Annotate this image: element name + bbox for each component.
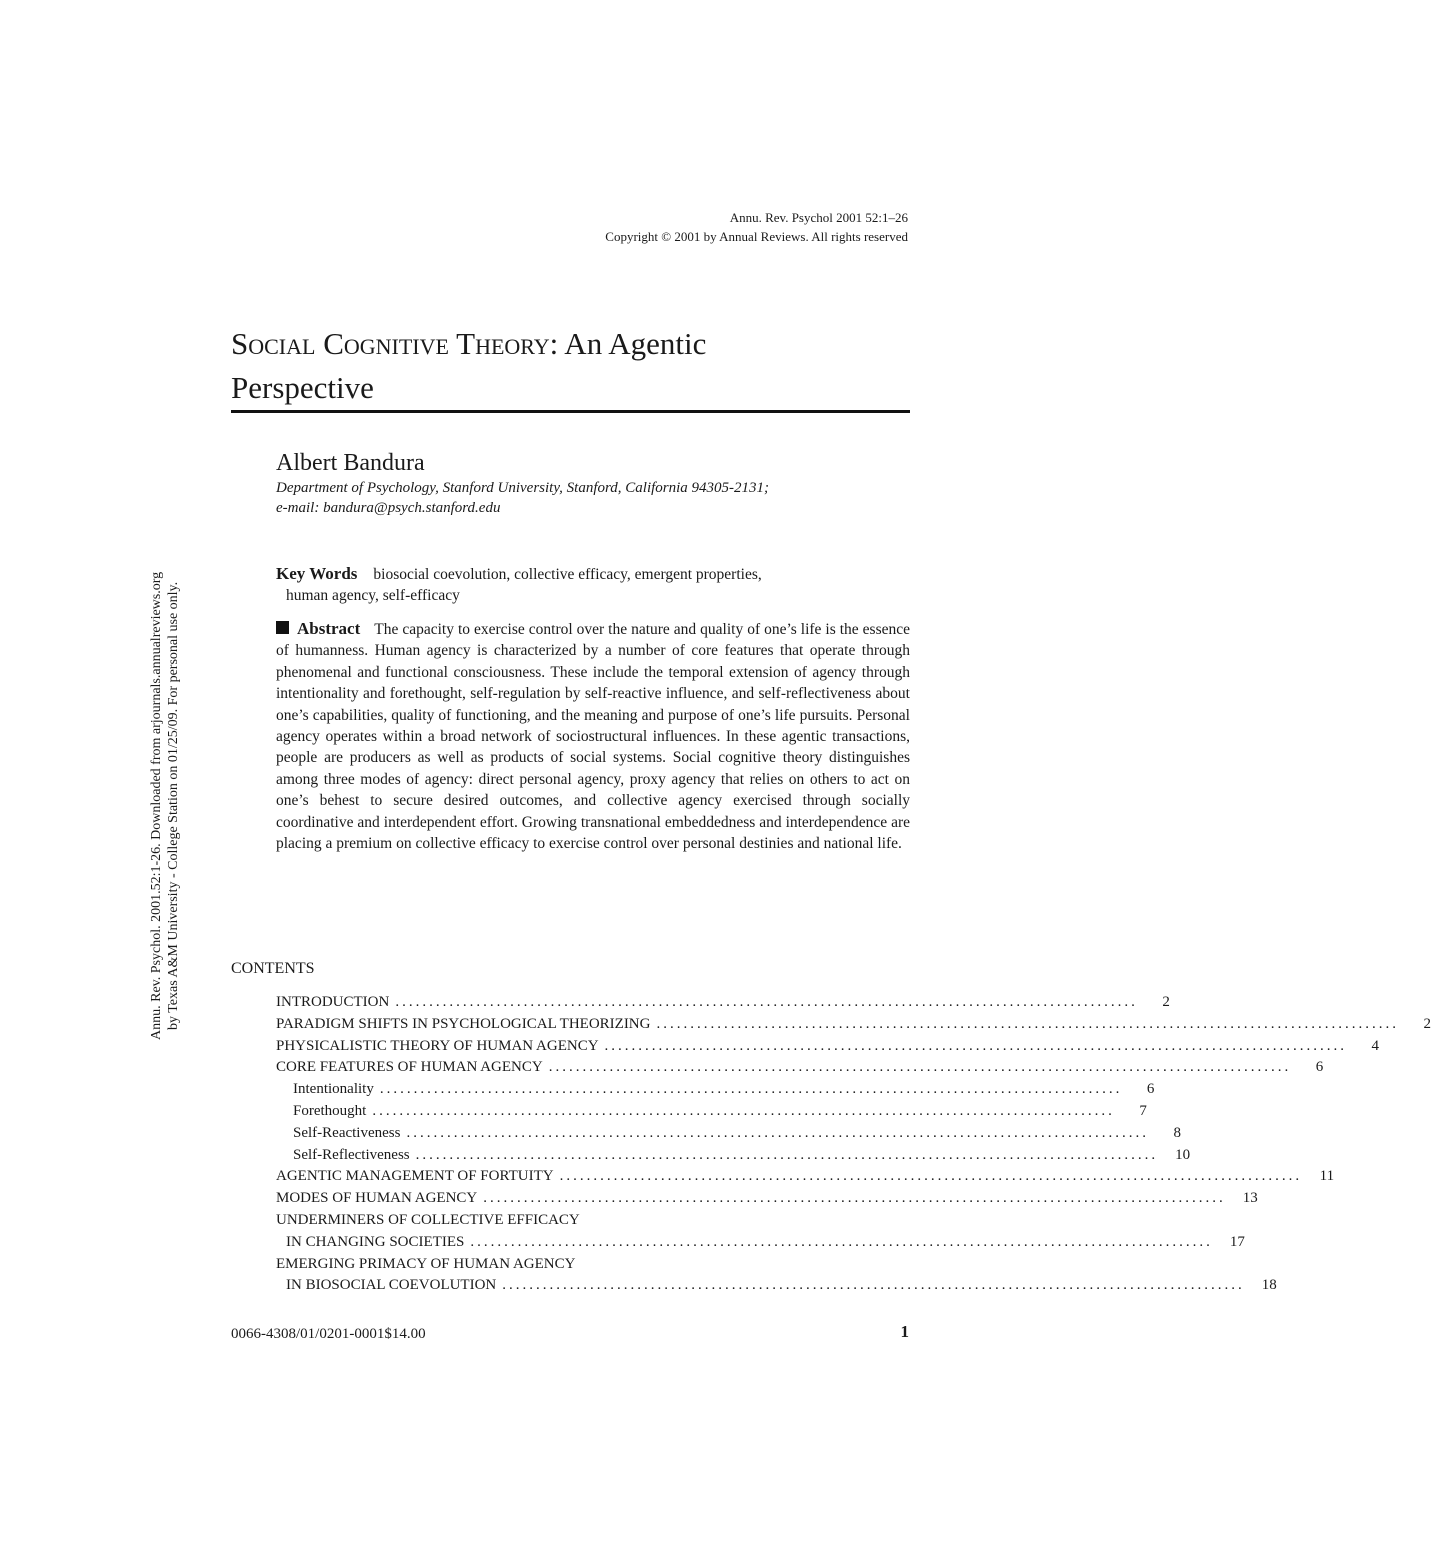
author-email: e-mail: bandura@psych.stanford.edu xyxy=(276,500,501,516)
toc-entry-page: 10 xyxy=(1175,1146,1191,1163)
toc-entry-title: CORE FEATURES OF HUMAN AGENCY xyxy=(276,1059,543,1076)
toc-subentry xyxy=(276,1146,1191,1169)
title-rule xyxy=(231,410,910,413)
download-watermark-line-2: by Texas A&M University - College Station on 01/25/09. For personal use only. xyxy=(166,581,181,1031)
article-title-line-2: Perspective xyxy=(231,370,374,405)
keywords-label: Key Words xyxy=(276,564,358,583)
keywords xyxy=(276,563,910,606)
toc-dot-leader: .............................................................................................................. xyxy=(406,1124,1149,1141)
journal-reference xyxy=(605,208,908,246)
toc-entry-title: MODES OF HUMAN AGENCY xyxy=(276,1190,478,1207)
toc-entry-title: AGENTIC MANAGEMENT OF FORTUITY xyxy=(276,1168,554,1185)
toc-entry xyxy=(276,1168,1335,1190)
abstract-text: The capacity to exercise control over the nature and quality of one’s life is the essence of humanness. Human agency is characterized by a number of core features that operate through phenomenal and functional consciousness. These include the temporal extension of agency through intentionality and forethought, self-regulation by self-reactive influence, and self-reflectiveness about one’s capabilities, quality of functioning, and the meaning and purpose of one’s life pursuits. Personal agency operates within a broad network of sociostructural influences. In these agentic transactions, people are producers as well as products of social systems. Social cognitive theory distinguishes among three modes of agency: direct personal agency, proxy agency that relies on others to act on one’s behest to secure desired outcomes, and collective agency exercised through socially coordinative and interdependent effort. Growing transnational embeddedness and interdependence are placing a premium on collective efficacy to exercise control over personal destinies and national life. xyxy=(276,621,910,853)
toc-subentry xyxy=(276,1124,1181,1147)
toc-dot-leader: .............................................................................................................. xyxy=(548,1059,1292,1076)
toc-entry-title: Forethought xyxy=(293,1102,367,1119)
toc-entry-title: Self-Reflectiveness xyxy=(293,1146,410,1163)
toc-entry-page: 8 xyxy=(1173,1124,1181,1141)
article-title-line-1-rest: An Agentic xyxy=(558,326,707,361)
toc-entry xyxy=(276,994,1170,1016)
download-watermark xyxy=(148,572,182,1040)
article-title xyxy=(231,322,911,410)
toc-entry-page: 6 xyxy=(1315,1059,1324,1076)
abstract xyxy=(276,618,910,854)
toc-entry xyxy=(276,1190,1258,1212)
toc-entry-page: 4 xyxy=(1371,1037,1380,1054)
page-number: 1 xyxy=(900,1322,909,1341)
toc-entry-title: Intentionality xyxy=(293,1081,374,1098)
toc-entry xyxy=(276,1059,1324,1081)
toc-entry-page: 18 xyxy=(1261,1277,1277,1294)
article-title-small-caps: Social Cognitive Theory: xyxy=(231,326,559,361)
author-name: Albert Bandura xyxy=(276,450,425,476)
toc-dot-leader: .............................................................................................................. xyxy=(395,994,1138,1010)
toc-subentry xyxy=(276,1102,1147,1125)
toc-entry-page: 6 xyxy=(1146,1081,1155,1098)
contents-heading: CONTENTS xyxy=(231,960,315,977)
keywords-line-1: biosocial coevolution, collective efficacy, emergent properties, xyxy=(373,566,762,583)
toc-dot-leader: .............................................................................................................. xyxy=(483,1190,1226,1207)
toc-subentry xyxy=(276,1081,1155,1103)
table-of-contents xyxy=(276,994,1431,1299)
copyright-notice: Copyright © 2001 by Annual Reviews. All rights reserved xyxy=(605,229,908,244)
toc-entry-page: 11 xyxy=(1319,1168,1335,1185)
toc-entry xyxy=(276,1037,1380,1060)
journal-citation: Annu. Rev. Psychol 2001 52:1–26 xyxy=(729,210,908,225)
toc-entry-continuation xyxy=(276,1277,1277,1299)
toc-entry-first-line xyxy=(276,1212,910,1234)
toc-dot-leader: .............................................................................................................. xyxy=(604,1037,1348,1054)
abstract-square-icon xyxy=(276,621,289,634)
toc-entry-page: 7 xyxy=(1139,1102,1147,1119)
toc-dot-leader: .............................................................................................................. xyxy=(415,1146,1159,1163)
toc-entry-title: UNDERMINERS OF COLLECTIVE EFFICACY xyxy=(276,1211,580,1228)
toc-entry-page: 17 xyxy=(1229,1233,1245,1250)
toc-entry-title: PHYSICALISTIC THEORY OF HUMAN AGENCY xyxy=(276,1037,599,1054)
toc-dot-leader: .............................................................................................................. xyxy=(379,1081,1123,1098)
toc-entry-page: 2 xyxy=(1423,1015,1431,1032)
toc-entry-title: INTRODUCTION xyxy=(276,994,390,1010)
abstract-label: Abstract xyxy=(297,619,361,638)
toc-entry-page: 2 xyxy=(1162,994,1170,1010)
download-watermark-line-1: Annu. Rev. Psychol. 2001.52:1-26. Downloaded from arjournals.annualreviews.org xyxy=(149,571,164,1040)
toc-entry-title: IN BIOSOCIAL COEVOLUTION xyxy=(286,1277,497,1294)
toc-entry-continuation xyxy=(276,1233,1245,1256)
toc-dot-leader: .............................................................................................................. xyxy=(470,1233,1213,1250)
toc-entry-page: 13 xyxy=(1242,1190,1258,1207)
author-affiliation xyxy=(276,478,916,518)
toc-entry-title: IN CHANGING SOCIETIES xyxy=(286,1233,465,1250)
toc-dot-leader: .............................................................................................................. xyxy=(372,1102,1115,1119)
toc-entry-title: Self-Reactiveness xyxy=(293,1124,401,1141)
keywords-line-2: human agency, self-efficacy xyxy=(286,587,460,604)
toc-entry-first-line xyxy=(276,1256,910,1278)
footer-price-code: 0066-4308/01/0201-0001$14.00 xyxy=(231,1326,426,1342)
toc-entry-title: PARADIGM SHIFTS IN PSYCHOLOGICAL THEORIZING xyxy=(276,1015,651,1032)
toc-dot-leader: .............................................................................................................. xyxy=(559,1168,1303,1185)
toc-entry xyxy=(276,1015,1431,1038)
toc-entry-title: EMERGING PRIMACY OF HUMAN AGENCY xyxy=(276,1255,576,1272)
toc-dot-leader: .............................................................................................................. xyxy=(656,1015,1399,1032)
affiliation-text: Department of Psychology, Stanford University, Stanford, California 94305-2131; xyxy=(276,480,770,496)
toc-dot-leader: .............................................................................................................. xyxy=(502,1277,1245,1294)
